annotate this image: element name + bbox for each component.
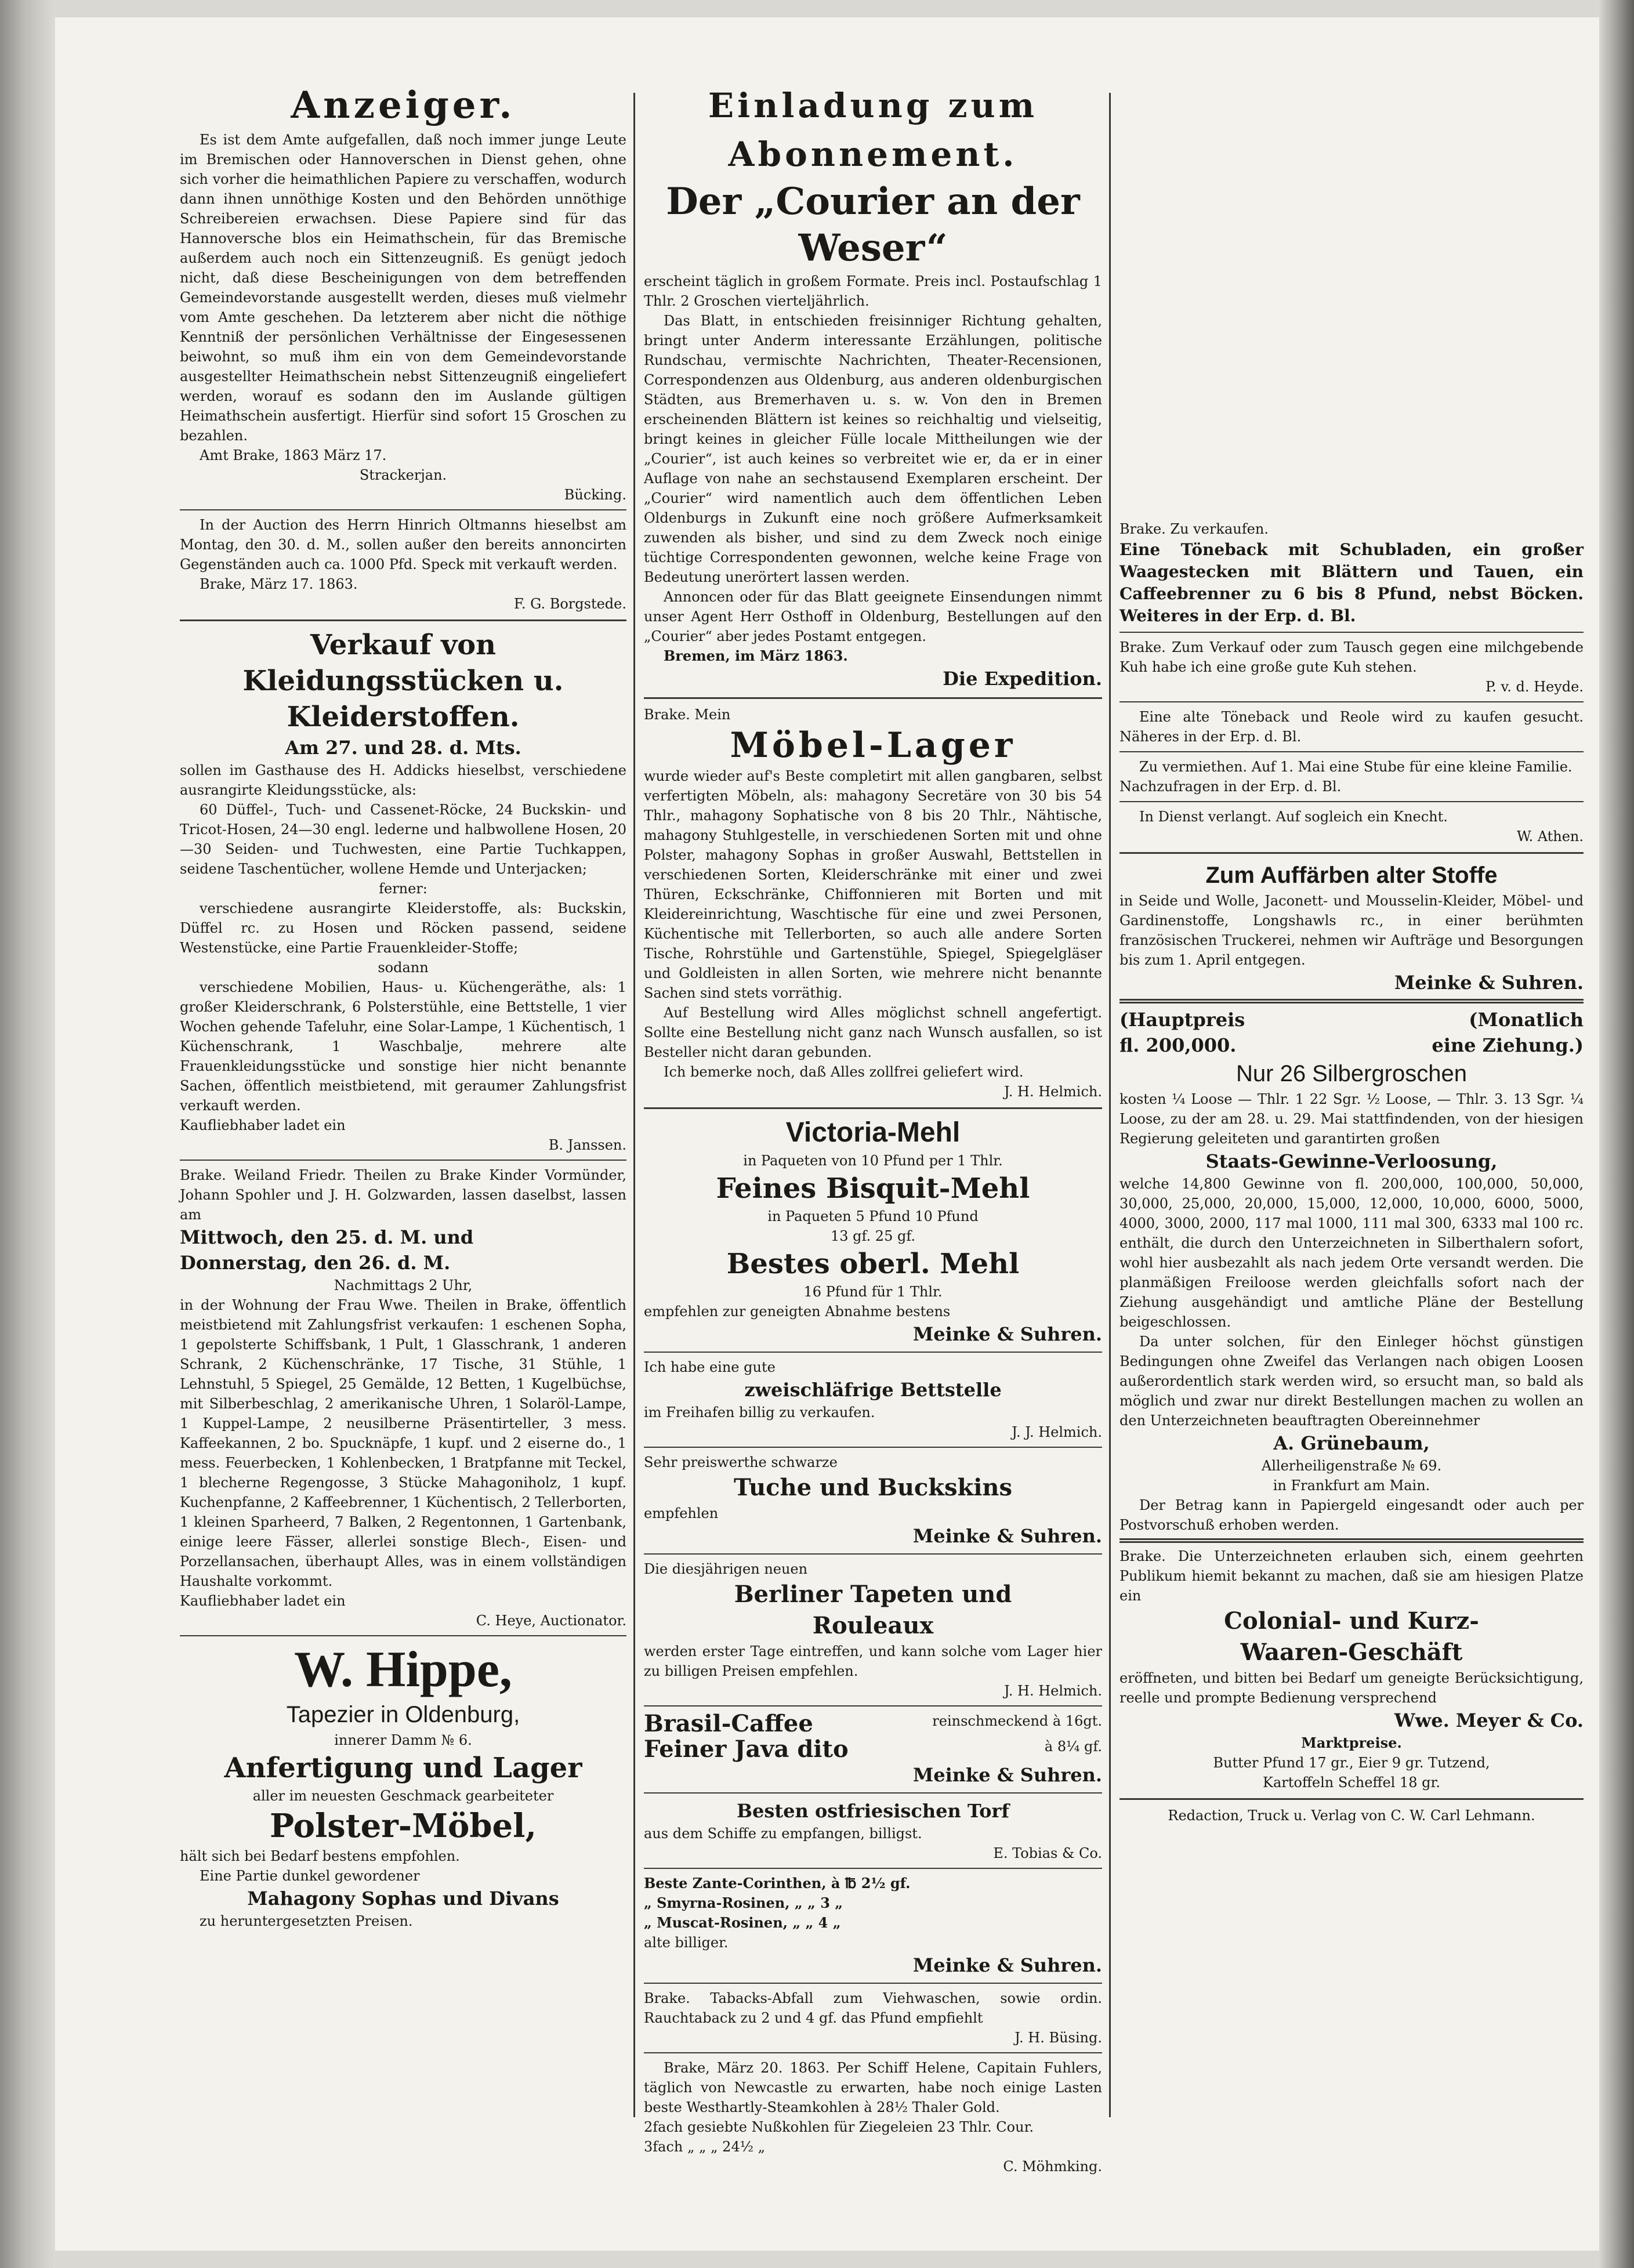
ad-text: sodann — [378, 959, 429, 976]
price-line: „ Muscat-Rosinen, „ „ 4 „ — [644, 1914, 841, 1931]
ad-headline: Feines Bisquit-Mehl — [716, 1172, 1030, 1205]
lottery-header — [1119, 1007, 1584, 1032]
lottery-label: (Hauptpreis — [1119, 1009, 1245, 1031]
ad-signature: E. Tobias & Co. — [993, 1845, 1102, 1861]
ad-text: Ich habe eine gute — [644, 1359, 776, 1375]
divider — [644, 1107, 1102, 1109]
ad-headline: Tuche und Buckskins — [733, 1474, 1013, 1501]
ad-headline: Möbel-Lager — [730, 725, 1016, 766]
ad-text: alte billiger. — [644, 1934, 729, 1951]
divider — [644, 1553, 1102, 1555]
ad-headline: Brasil-Caffee — [644, 1710, 813, 1737]
ad-text: welche 14,800 Gewinne von fl. 200,000, 100,000, 50,000, 30,000, 25,000, 20,000, 15,000, 12,000, 10,000, 6000, 5000, 4000, 3000, 2000, 117 mal 1000, 111 mal 300, 6333 mal 100 rc. enthält, die durch den Unterzeichneten in Silberthalern sofort, wohl hier ausbezahlt als nach jedem Orte versandt werden. Die planmäßigen Freiloose werden gleichfalls sofort nach der Ziehung ausgehändigt und amtliche Pläne der Bestellung beigeschlossen. — [1119, 1176, 1584, 1330]
ornamental-border — [1119, 1538, 1584, 1543]
ad-text: Kaufliebhaber ladet ein — [180, 1593, 346, 1609]
ad-signature: Meinke & Suhren. — [912, 1954, 1102, 1976]
divider — [180, 509, 626, 510]
ad-text: Das Blatt, in entschieden freisinniger Richtung gehalten, bringt unter Anderm interessante Erzählungen, politische Rundschau, vermischte Nachrichten, Theater-Recensionen, Correspondenzen aus Oldenburg, aus anderen oldenburgischen Städten, aus Bremerhaven u. s. w. Von den in Bremen erscheinenden Blättern ist keines so reichhaltig und vielseitig, bringt keines in gleicher Fülle locale Mittheilungen wie der „Courier“, ist auch keines so verbreitet wie er, da er in einer Auflage von nahe an sechstausend Exemplaren erscheint. Der „Courier“ wird namentlich auch dem öffentlichen Leben Oldenburgs in Zukunft eine noch größere Aufmerksamkeit zuwenden als bisher, und sind zu dem Zweck noch einige tüchtige Correspondenten gewonnen, welche keine Frage von Bedeutung unerörtert lassen werden. — [644, 313, 1102, 585]
ad-text: hält sich bei Bedarf bestens empfohlen. — [180, 1848, 460, 1864]
ad-text: 3fach „ „ „ 24½ „ — [644, 2139, 766, 2155]
divider — [180, 1635, 626, 1636]
column-left — [180, 81, 626, 1931]
ad-text: Eine Töneback mit Schubladen, ein großer Waagestecken mit Blättern und Tauen, ein Caffeebrenner zu 6 bis 8 Pfund, nebst Böcken. Weiteres in der Erp. d. Bl. — [1119, 540, 1584, 625]
divider — [644, 2052, 1102, 2053]
column-middle — [644, 81, 1102, 2176]
ad-text: aus dem Schiffe zu empfangen, billigst. — [644, 1825, 922, 1842]
ad-signature: Meinke & Suhren. — [1394, 972, 1584, 994]
ad-headline: Mahagony Sophas und Divans — [247, 1887, 559, 1910]
market-text: Kartoffeln Scheffel 18 gr. — [1263, 1774, 1440, 1791]
page-shadow-right — [1599, 0, 1634, 2268]
ad-headline: Bestes oberl. Mehl — [726, 1248, 1020, 1280]
ad-date: Mittwoch, den 25. d. M. und — [180, 1226, 474, 1248]
ad-text: Brake. Zu verkaufen. — [1119, 521, 1269, 537]
notice-signature: Bücking. — [564, 487, 626, 503]
ad-text: Eine alte Töneback und Reole wird zu kaufen gesucht. Näheres in der Erp. d. Bl. — [1119, 709, 1584, 745]
ad-headline: Feiner Java dito — [644, 1736, 849, 1763]
ad-signature: Meinke & Suhren. — [912, 1764, 1102, 1786]
ad-text: 60 Düffel-, Tuch- und Cassenet-Röcke, 24 Buckskin- und Tricot-Hosen, 24—30 engl. lederne und halbwollene Hosen, 20—30 Seiden- und Tuchwesten, eine Partie Tuchkappen, seidene Taschentücher, wollene Hemde und Unterjacken; — [180, 802, 626, 877]
price-line — [644, 1737, 1102, 1762]
imprint: Redaction, Truck u. Verlag von C. W. Carl Lehmann. — [1168, 1807, 1535, 1824]
ad-signature: J. H. Büsing. — [1015, 2030, 1102, 2046]
ad-text: Eine Partie dunkel gewordener — [200, 1868, 420, 1884]
section-title: Anzeiger. — [291, 84, 516, 127]
ad-subtitle: Tapezier in Oldenburg, — [286, 1702, 520, 1727]
ad-text: zu heruntergesetzten Preisen. — [200, 1913, 413, 1929]
ad-text: Brake. Die Unterzeichneten erlauben sich, einem geehrten Publikum hiemit bekannt zu machen, daß sie am hiesigen Platze ein — [1119, 1548, 1584, 1604]
ad-text: empfehlen — [644, 1505, 719, 1521]
ornamental-border — [1119, 999, 1584, 1003]
price-line: „ Smyrna-Rosinen, „ „ 3 „ — [644, 1894, 843, 1911]
divider — [644, 1983, 1102, 1984]
ad-text: in Paqueten von 10 Pfund per 1 Thlr. — [743, 1153, 1003, 1169]
market-title: Marktpreise. — [1301, 1734, 1402, 1751]
ad-text: In Dienst verlangt. Auf sogleich ein Knecht. — [1139, 809, 1448, 825]
notice-place: Amt Brake, 1863 März 17. — [200, 447, 387, 463]
ad-text: Brake. Weiland Friedr. Theilen zu Brake Kinder Vormünder, Johann Spohler und J. H. Golzwarden, lassen daselbst, lassen am — [180, 1167, 626, 1223]
divider — [1119, 1798, 1584, 1800]
ad-text: Sehr preiswerthe schwarze — [644, 1454, 838, 1470]
column-right — [1119, 519, 1584, 1825]
divider — [1119, 751, 1584, 752]
ad-headline: Nur 26 Silbergroschen — [1236, 1061, 1467, 1086]
notice-text: In der Auction des Herrn Hinrich Oltmanns hieselbst am Montag, den 30. d. M., sollen außer den bereits annoncirten Gegenständen auch ca. 1000 Pfd. Speck mit verkauft werden. — [180, 517, 626, 573]
ad-headline: Verkauf von Kleidungsstücken u. Kleiderstoffen. — [242, 629, 564, 733]
ad-text: verschiedene Mobilien, Haus- u. Küchengeräthe, als: 1 großer Kleiderschrank, 6 Polsterstühle, eine Bettstelle, 1 vier Wochen gehende Tafeluhr, eine Solar-Lampe, 1 Küchentisch, 1 Küchenschrank, 1 Waschbalje, mehrere alte Frauenkleidungsstücke und sonstige hier nicht benannte Sachen, öffentlich meistbietend, mit geraumer Zahlungsfrist verkauft werden. — [180, 979, 626, 1114]
ad-text: empfehlen zur geneigten Abnahme bestens — [644, 1303, 951, 1320]
divider — [644, 697, 1102, 699]
column-rule — [1109, 93, 1111, 2117]
lottery-label: fl. 200,000. — [1119, 1034, 1237, 1056]
ad-signature: Meinke & Suhren. — [912, 1323, 1102, 1345]
ad-price: à 8¼ gf. — [1044, 1738, 1102, 1755]
ad-place: Bremen, im März 1863. — [664, 647, 848, 664]
ad-text: ferner: — [379, 881, 427, 897]
ad-signature: C. Heye, Auctionator. — [476, 1613, 626, 1629]
ad-headline: Der „Courier an der Weser“ — [666, 180, 1080, 270]
price-line: Beste Zante-Corinthen, à ℔ 2½ gf. — [644, 1875, 911, 1892]
ad-text: Brake. Zum Verkauf oder zum Tausch gegen eine milchgebende Kuh habe ich eine große gute Kuh stehen. — [1119, 639, 1584, 675]
ad-text: in Seide und Wolle, Jaconett- und Mousselin-Kleider, Möbel- und Gardinenstoffe, Longshawls rc., in einer berühmten französischen Truckerei, nehmen wir Aufträge und Besorgungen bis zum 1. April entgegen. — [1119, 893, 1584, 968]
ad-signature: Meinke & Suhren. — [912, 1525, 1102, 1547]
ad-text: in der Wohnung der Frau Wwe. Theilen in Brake, öffentlich meistbietend mit Zahlungsfrist verkaufen: 1 eschenen Sopha, 1 gepolsterte Schiffsbank, 1 Pult, 1 Glasschrank, 1 anderen Schrank, 2 Küchenschränke, 17 Tische, 31 Stühle, 1 Lehnstuhl, 5 Spiegel, 25 Gemälde, 12 Betten, 1 Kugelbüchse, mit Silberbeschlag, 2 amerikanische Uhren, 1 Solaröl-Lampe, 1 Kuppel-Lampe, 2 neusilberne Präsentirteller, 3 mess. Kaffeekannen, 2 bo. Spucknäpfe, 1 kupf. und 2 eiserne do., 1 mess. Feuerbecken, 1 Kohlenbecken, 1 Bratpfanne mit Teckel, 1 blecherne Regengosse, 3 Stücke Mahagoniholz, 1 kupf. Kuchenpfanne, 2 Kaffeebrenner, 1 Küchentisch, 2 Tellerborten, 1 kleinen Sparheerd, 7 Balken, 2 Regentonnen, 1 Gartenbank, einige leere Fässer, allerlei sonstige Blech-, Eisen- und Porzellansachen, überhaupt Alles, was in einem vollständigen Haushalte vorkommt. — [180, 1297, 626, 1589]
market-text: Butter Pfund 17 gr., Eier 9 gr. Tutzend, — [1213, 1755, 1490, 1771]
ad-text: Ich bemerke noch, daß Alles zollfrei geliefert wird. — [664, 1064, 1024, 1080]
ad-headline: Zum Auffärben alter Stoffe — [1205, 863, 1498, 888]
ad-signature: Wwe. Meyer & Co. — [1394, 1709, 1584, 1731]
ad-text: kosten ¼ Loose — Thlr. 1 22 Sgr. ½ Loose, — Thlr. 3. 13 Sgr. ¼ Loose, zu der am 28. u. 29. Mai stattfindenden, von der hiesigen Regierung geleiteten und garantirten großen — [1119, 1091, 1584, 1147]
ad-signature: J. J. Helmich. — [1012, 1424, 1102, 1440]
ad-headline: Victoria-Mehl — [785, 1117, 961, 1148]
ad-text: sollen im Gasthause des H. Addicks hieselbst, verschiedene ausrangirte Kleidungsstücke, als: — [180, 762, 626, 798]
ad-headline: Besten ostfriesischen Torf — [736, 1800, 1010, 1822]
ad-text: 16 Pfund für 1 Thlr. — [803, 1284, 943, 1300]
section-title: Einladung zum Abonnement. — [708, 86, 1038, 174]
ad-text: Da unter solchen, für den Einleger höchst günstigen Bedingungen ohne Zweifel das Verlangen nach obigen Loosen außerordentlich stark werden wird, so ersucht man, so bald als möglich und zwar nur direkt Bestellungen machen zu wollen an den Unterzeichneten beauftragten Obereinnehmer — [1119, 1334, 1584, 1429]
ad-text: 13 gf. 25 gf. — [830, 1228, 915, 1244]
divider — [644, 1352, 1102, 1353]
divider — [644, 1447, 1102, 1448]
ad-text: erscheint täglich in großem Formate. Preis incl. Postaufschlag 1 Thlr. 2 Groschen vierteljährlich. — [644, 273, 1102, 309]
ad-text: Brake. Mein — [644, 707, 731, 723]
ad-price: reinschmeckend à 16gt. — [932, 1713, 1102, 1729]
divider — [180, 619, 626, 621]
ad-text: Die diesjährigen neuen — [644, 1561, 808, 1577]
lottery-label: eine Ziehung.) — [1432, 1034, 1584, 1056]
ad-text: eröffneten, und bitten bei Bedarf um geneigte Berücksichtigung, reelle und prompte Bedienung versprechend — [1119, 1670, 1584, 1706]
ad-date: Am 27. und 28. d. Mts. — [285, 737, 521, 759]
ad-text: Kaufliebhaber ladet ein — [180, 1117, 346, 1133]
ad-text: innerer Damm № 6. — [334, 1732, 472, 1748]
ad-text: Nachzufragen in der Erp. d. Bl. — [1119, 778, 1342, 795]
ad-headline: Waaren-Geschäft — [1240, 1639, 1463, 1666]
ad-signature: P. v. d. Heyde. — [1485, 679, 1584, 695]
ad-signature: W. Athen. — [1516, 828, 1584, 845]
divider — [1119, 852, 1584, 854]
ad-headline: Berliner Tapeten und — [734, 1581, 1012, 1608]
ad-headline: zweischläfrige Bettstelle — [744, 1379, 1002, 1401]
ad-headline: Anfertigung und Lager — [224, 1752, 582, 1784]
ad-signature: J. H. Helmich. — [1004, 1683, 1102, 1699]
ad-text: wurde wieder auf's Beste completirt mit allen gangbaren, selbst verfertigten Möbeln, als: mahagony Secretäre von 30 bis 54 Thlr., mahagony Sophatische von 8 bis 20 Thlr., Nähtische, mahagony Stuhlgestelle, in verschiedenen Sorten mit und ohne Polster, mahagony Sophas in großer Auswahl, Bettstellen in verschiedenen Sorten, Kleiderschränke mit einer und zwei Thüren, Eckschränke, Chiffonnieren mit Borten und mit Kleidereinrichtung, Waschtische für eine und zwei Personen, Küchentische mit Tellerborten, so auch alle andere Sorten Tische, Rohrstühle und Gartenstühle, Spiegel, Spiegelgläser und Goldleisten in allen Sorten, wie mehrere nicht benannte Sachen sind stets vorräthig. — [644, 768, 1102, 1001]
divider — [644, 1792, 1102, 1794]
notice-text: Es ist dem Amte aufgefallen, daß noch immer junge Leute im Bremischen oder Hannoverschen in Dienst gehen, ohne sich vorher die heimathlichen Papiere zu verschaffen, wodurch dann ihnen unnöthige Kosten und den Behörden unnöthige Schreibereien erwachsen. Diese Papiere sind für das Hannoversche blos ein Heimathschein, für das Bremische außerdem auch noch ein Sittenzeugniß. Es genügt jedoch nicht, daß diese Bescheinigungen von dem betreffenden Gemeindevorstande ausgestellt werden, dieses muß vielmehr vom Amte geschehen. Da letzterem aber nicht die nöthige Kenntniß der persönlichen Verhältnisse der Eingesessenen beiwohnt, so muß ihm ein von dem Gemeindevorstande ausgestellter Heimathschein nebst Sittenzeugniß eingeliefert werden, worauf es sodann den im Auslande gültigen Heimathschein ausfertigt. Hierfür sind sofort 15 Groschen zu bezahlen. — [180, 132, 626, 444]
column-rule — [633, 93, 635, 2117]
price-line — [644, 1711, 1102, 1737]
ad-headline: Staats-Gewinne-Verloosung, — [1205, 1150, 1498, 1172]
divider — [180, 1160, 626, 1161]
ad-text: Zu vermiethen. Auf 1. Mai eine Stube für eine kleine Familie. — [1139, 759, 1573, 775]
page-shadow-left — [0, 0, 55, 2268]
ad-text: Brake, März 20. 1863. Per Schiff Helene, Capitain Fuhlers, täglich von Newcastle zu erwarten, habe noch einige Lasten beste Westhartly-Steamkohlen à 28½ Thaler Gold. — [644, 2060, 1102, 2115]
ad-text: Nachmittags 2 Uhr, — [334, 1277, 473, 1294]
notice-place: Brake, März 17. 1863. — [200, 576, 358, 592]
ad-text: Auf Bestellung wird Alles möglichst schnell angefertigt. Sollte eine Bestellung nicht ganz nach Wunsch ausfallen, so ist Besteller nicht daran gebunden. — [644, 1005, 1102, 1060]
ad-headline: Rouleaux — [812, 1612, 934, 1639]
notice-signature: Strackerjan. — [359, 467, 447, 483]
ad-headline: Polster-Möbel, — [270, 1807, 537, 1845]
ad-text: werden erster Tage eintreffen, und kann solche vom Lager hier zu billigen Preisen empfehlen. — [644, 1643, 1102, 1679]
ad-date: Donnerstag, den 26. d. M. — [180, 1252, 451, 1274]
ad-signature: A. Grünebaum, — [1273, 1432, 1430, 1454]
ad-text: im Freihafen billig zu verkaufen. — [644, 1404, 875, 1421]
ad-text: aller im neuesten Geschmack gearbeiteter — [252, 1788, 554, 1804]
ad-text: Brake. Tabacks-Abfall zum Viehwaschen, sowie ordin. Rauchtaback zu 2 und 4 gf. das Pfund empfiehlt — [644, 1990, 1102, 2026]
ad-headline: W. Hippe, — [294, 1642, 512, 1698]
ad-text: in Frankfurt am Main. — [1273, 1477, 1430, 1494]
ad-signature: C. Möhmking. — [1003, 2158, 1102, 2175]
ad-signature: Die Expedition. — [943, 668, 1102, 690]
ad-signature: J. H. Helmich. — [1004, 1084, 1102, 1100]
ad-headline: Colonial- und Kurz- — [1224, 1607, 1479, 1635]
ad-text: in Paqueten 5 Pfund 10 Pfund — [767, 1208, 979, 1224]
divider — [1119, 701, 1584, 702]
ad-signature: B. Janssen. — [548, 1137, 626, 1153]
lottery-label: (Monatlich — [1469, 1009, 1584, 1031]
ad-text: verschiedene ausrangirte Kleiderstoffe, als: Buckskin, Düffel rc. zu Hosen und Röcken passend, seidene Westenstücke, eine Partie Frauenkleider-Stoffe; — [180, 900, 626, 956]
ad-text: Allerheiligenstraße № 69. — [1261, 1458, 1442, 1474]
ad-text: Der Betrag kann in Papiergeld eingesandt oder auch per Postvorschuß erhoben werden. — [1119, 1497, 1584, 1533]
divider — [1119, 801, 1584, 802]
notice-signature: F. G. Borgstede. — [513, 596, 626, 612]
divider — [644, 1705, 1102, 1707]
divider — [644, 1868, 1102, 1869]
lottery-header — [1119, 1032, 1584, 1058]
ad-text: Annoncen oder für das Blatt geeignete Einsendungen nimmt unser Agent Herr Osthoff in Oldenburg, Bestellungen auf den „Courier“ aber jedes Postamt entgegen. — [644, 589, 1102, 644]
divider — [1119, 632, 1584, 633]
ad-text: 2fach gesiebte Nußkohlen für Ziegeleien 23 Thlr. Cour. — [644, 2119, 1034, 2135]
